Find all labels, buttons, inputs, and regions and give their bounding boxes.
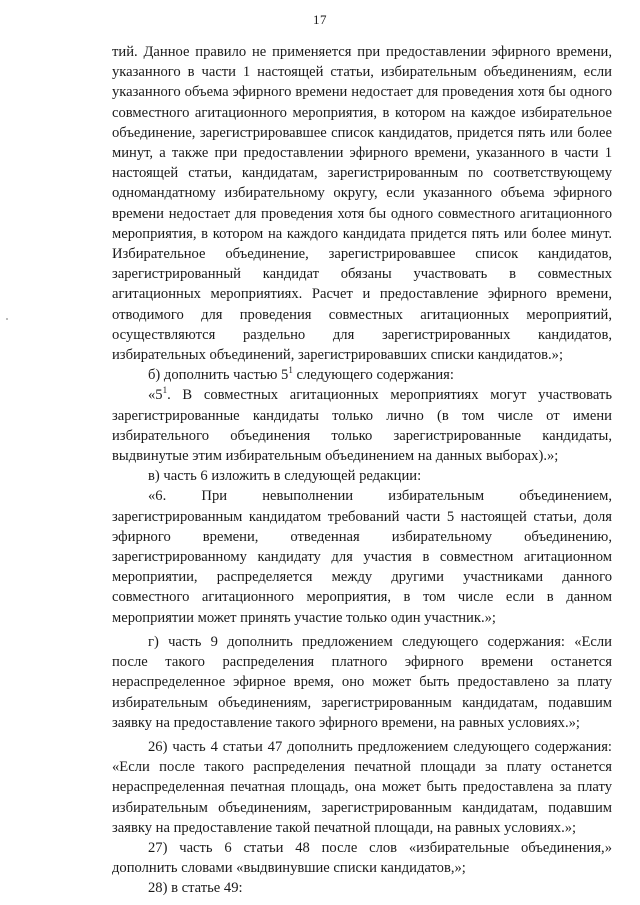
- paragraph-item-g: г) часть 9 дополнить предложением следующего содержания: «Если после такого распределения платного эфирного времени останется нераспределенное эфирное время, оно может быть предоставлено за плату избирательным объединениям, зарегистрированным кандидатам, подавшим заявку на предоставление такого эфирного времени, на равных условиях.»;: [112, 633, 612, 731]
- paragraph-item-b-text-end: следующего содержания:: [292, 367, 454, 384]
- document-body: [112, 42, 612, 899]
- paragraph-part-5-1-superscript: 1: [162, 385, 168, 396]
- paragraph-item-26: 26) часть 4 статьи 47 дополнить предложением следующего содержания: «Если после такого распределения печатной площади за плату останется нераспределенная печатная площадь, она может быть предоставлена за плату избирательным объединениям, зарегистрированным кандидатам, подавшим заявку на предоставление такой печатной площади, на равных условиях.»;: [112, 738, 612, 836]
- paragraph-part-5-1-start: «5: [148, 387, 163, 404]
- paragraph-item-27: 27) часть 6 статьи 48 после слов «избирательные объединения,» дополнить словами «выдвинувшие списки кандидатов,»;: [112, 839, 612, 877]
- paragraph-part-6: «6. При невыполнении избирательным объединением, зарегистрированным кандидатом требований части 5 настоящей статьи, доля эфирного времени, отведенная избирательному объединению, зарегистрированному кандидату для участия в совместном агитационном мероприятии, распределяется между другими участниками данного совместного агитационного мероприятия, в том числе если в данном мероприятии может принять участие только один участник.»;: [112, 488, 612, 626]
- paragraph-item-b-text: б) дополнить частью 5: [148, 367, 289, 384]
- paragraph-item-b: [112, 365, 612, 385]
- paragraph-item-b-superscript: 1: [288, 365, 293, 376]
- scan-speck: [6, 318, 8, 320]
- paragraph-continuation: тий. Данное правило не применяется при предоставлении эфирного времени, указанного в части 1 настоящей статьи, избирательным объединениям, если указанного объема эфирного времени недостает для проведения хотя бы одного совместного агитационного мероприятия, в котором на каждое избирательное объединение, зарегистрировавшее список кандидатов, придется пять или более минут, а также при предоставлении эфирного времени, указанного в части 1 настоящей статьи, кандидатам, зарегистрированным по соответствующему одномандатному избирательному округу, если указанного объема эфирного времени недостает для проведения хотя бы одного совместного агитационного мероприятия, в котором на каждого кандидата придется пять или более минут. Избирательное объединение, зарегистрировавшее список кандидатов, зарегистрированный кандидат обязаны участвовать в совместных агитационных мероприятиях. Расчет и предоставление эфирного времени, отводимого для проведения совместных агитационных мероприятий, осуществляются раздельно для зарегистрированных кандидатов, избирательных объединений, зарегистрировавших списки кандидатов.»;: [112, 44, 612, 364]
- paragraph-part-5-1: [112, 385, 612, 466]
- paragraph-item-28: 28) в статье 49:: [148, 880, 243, 897]
- page-number: 17: [313, 12, 327, 27]
- paragraph-item-v: в) часть 6 изложить в следующей редакции:: [148, 468, 422, 485]
- paragraph-part-5-1-text: . В совместных агитационных мероприятиях могут участвовать зарегистрированные кандидаты только лично (в том числе от имени избирательного объединения только зарегистрированные кандидаты, выдвинутые этим избирательным объединением на данных выборах).»;: [112, 387, 612, 465]
